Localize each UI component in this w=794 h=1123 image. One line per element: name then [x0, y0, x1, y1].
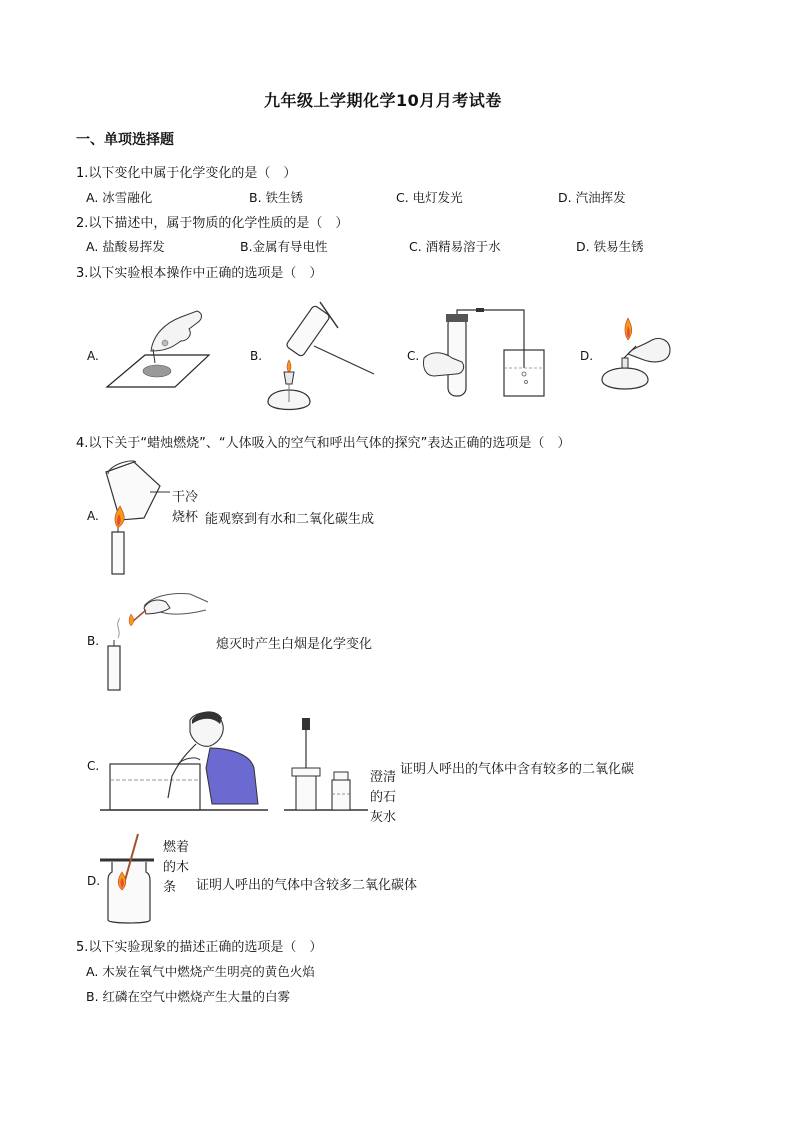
q3-option-b-label[interactable]: B.: [250, 349, 263, 363]
q4-d-tag-line2: 的木: [163, 860, 190, 875]
q3-option-c-label[interactable]: C.: [407, 349, 420, 363]
exhaled-breath-limewater-illustration: [100, 708, 370, 816]
hand-pinching-powder-illustration: [105, 305, 215, 395]
q1-option-c[interactable]: C. 电灯发光: [396, 190, 463, 205]
q4-a-tag-line1: 干冷: [172, 490, 199, 505]
q4-d-tag-line3: 条: [163, 880, 177, 895]
question-2-stem: 2.以下描述中，属于物质的化学性质的是（ ）: [76, 216, 349, 231]
q5-option-a[interactable]: A. 木炭在氧气中燃烧产生明亮的黄色火焰: [86, 964, 315, 979]
q2-option-d[interactable]: D. 铁易生锈: [576, 239, 644, 254]
q4-option-b-label[interactable]: B.: [87, 634, 100, 648]
q1-option-b[interactable]: B. 铁生锈: [249, 190, 304, 205]
question-4-stem: 4.以下关于“蜡烛燃烧”、“人体吸入的空气和呼出气体的探究”表达正确的选项是（ ）: [76, 436, 571, 451]
q2-option-c[interactable]: C. 酒精易溶于水: [409, 239, 501, 254]
q4-c-statement: 证明人呼出的气体中含有较多的二氧化碳: [400, 762, 635, 777]
q4-a-statement: 能观察到有水和二氧化碳生成: [205, 512, 375, 527]
section-heading: 一、单项选择题: [76, 132, 174, 148]
page-title: 九年级上学期化学10月月考试卷: [264, 91, 502, 110]
q3-option-a-label[interactable]: A.: [87, 349, 99, 363]
q4-d-statement: 证明人呼出的气体中含较多二氧化碳体: [196, 878, 418, 893]
q2-option-b[interactable]: B.金属有导电性: [240, 239, 328, 254]
airtightness-check-illustration: [422, 308, 546, 400]
test-tube-heating-illustration: [262, 302, 378, 416]
q4-b-statement: 熄灭时产生白烟是化学变化: [216, 637, 373, 652]
q1-option-a[interactable]: A. 冰雪融化: [86, 190, 153, 205]
q1-option-d[interactable]: D. 汽油挥发: [558, 190, 626, 205]
q3-option-d-label[interactable]: D.: [580, 349, 594, 363]
candle-with-inverted-beaker-illustration: [100, 456, 176, 578]
q4-a-tag-line2: 烧杯: [172, 510, 199, 525]
q5-option-b[interactable]: B. 红磷在空气中燃烧产生大量的白雾: [86, 989, 291, 1004]
burning-stick-in-bottle-illustration: [100, 832, 164, 928]
q4-d-tag-line1: 燃着: [163, 840, 190, 855]
q4-option-a-label[interactable]: A.: [87, 509, 99, 523]
q4-c-tag-line3: 灰水: [370, 810, 397, 825]
question-1-stem: 1.以下变化中属于化学变化的是（ ）: [76, 166, 297, 181]
alcohol-lamp-ignition-illustration: [598, 310, 678, 396]
extinguished-candle-relight-illustration: [100, 588, 212, 694]
question-3-stem: 3.以下实验根本操作中正确的选项是（ ）: [76, 266, 323, 281]
q4-option-d-label[interactable]: D.: [87, 874, 101, 888]
q4-c-tag-line1: 澄清: [370, 770, 397, 785]
q2-option-a[interactable]: A. 盐酸易挥发: [86, 239, 165, 254]
q4-option-c-label[interactable]: C.: [87, 759, 100, 773]
q4-c-tag-line2: 的石: [370, 790, 397, 805]
question-5-stem: 5.以下实验现象的描述正确的选项是（ ）: [76, 940, 323, 955]
